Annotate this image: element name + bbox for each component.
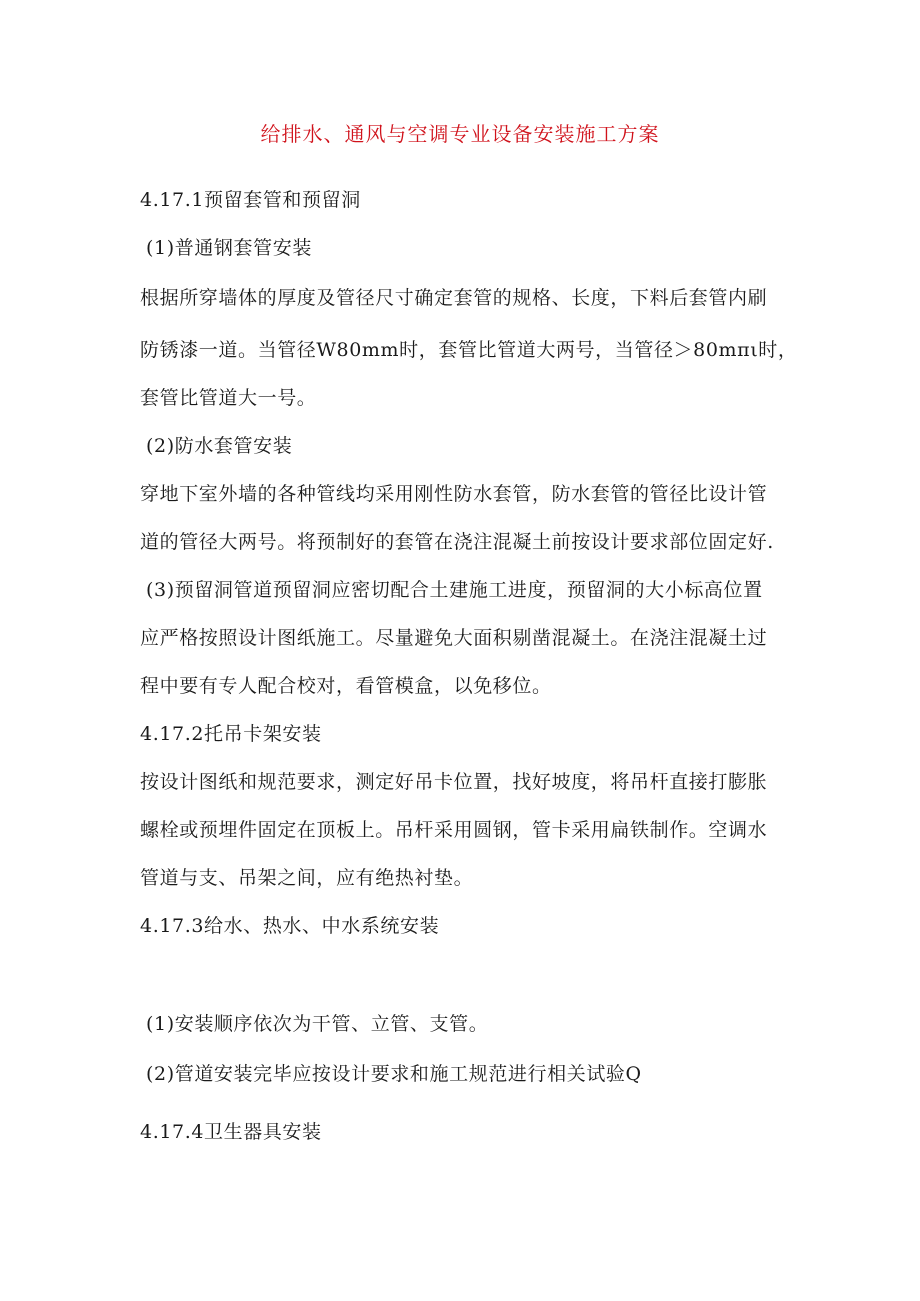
paragraph-line: 根据所穿墙体的厚度及管径尺寸确定套管的规格、长度，下料后套管内刷 [140,287,768,309]
paragraph-line: 程中要有专人配合校对，看管模盒，以免移位。 [140,675,552,697]
paragraph-line: 按设计图纸和规范要求，测定好吊卡位置，找好坡度，将吊杆直接打膨胀 [140,771,768,793]
paragraph-line: 管道与支、吊架之间，应有绝热衬垫。 [140,867,474,889]
paragraph-line: 道的管径大两号。将预制好的套管在浇注混凝土前按设计要求部位固定好. [140,531,774,553]
paragraph-line: 防锈漆一道。当管径W80mm时，套管比管道大两号，当管径＞80mπι时， [140,339,798,361]
subsection-paragraph-3: (3)预留洞管道预留洞应密切配合土建施工进度，预留洞的大小标高位置 [146,579,763,601]
section-heading-4-17-2: 4.17.2托吊卡架安装 [140,723,322,745]
section-heading-4-17-3: 4.17.3给水、热水、中水系统安装 [140,915,440,937]
paragraph-line: 套管比管道大一号。 [140,387,317,409]
section-heading-4-17-4: 4.17.4卫生器具安装 [140,1121,322,1143]
paragraph-line: 螺栓或预埋件固定在顶板上。吊杆采用圆钢，管卡采用扁铁制作。空调水 [140,819,768,841]
subsection-heading-1: (1)普通钢套管安装 [146,237,312,259]
subsection-heading-2: (2)防水套管安装 [146,435,293,457]
list-item-2: (2)管道安装完毕应按设计要求和施工规范进行相关试验Q [146,1063,642,1085]
document-title: 给排水、通风与空调专业设备安装施工方案 [260,122,660,146]
section-heading-4-17-1: 4.17.1预留套管和预留洞 [140,189,361,211]
paragraph-line: 应严格按照设计图纸施工。尽量避免大面积剔凿混凝土。在浇注混凝土过 [140,627,768,649]
list-item-1: (1)安装顺序依次为干管、立管、支管。 [146,1013,489,1035]
paragraph-line: 穿地下室外墙的各种管线均采用刚性防水套管，防水套管的管径比设计管 [140,483,768,505]
